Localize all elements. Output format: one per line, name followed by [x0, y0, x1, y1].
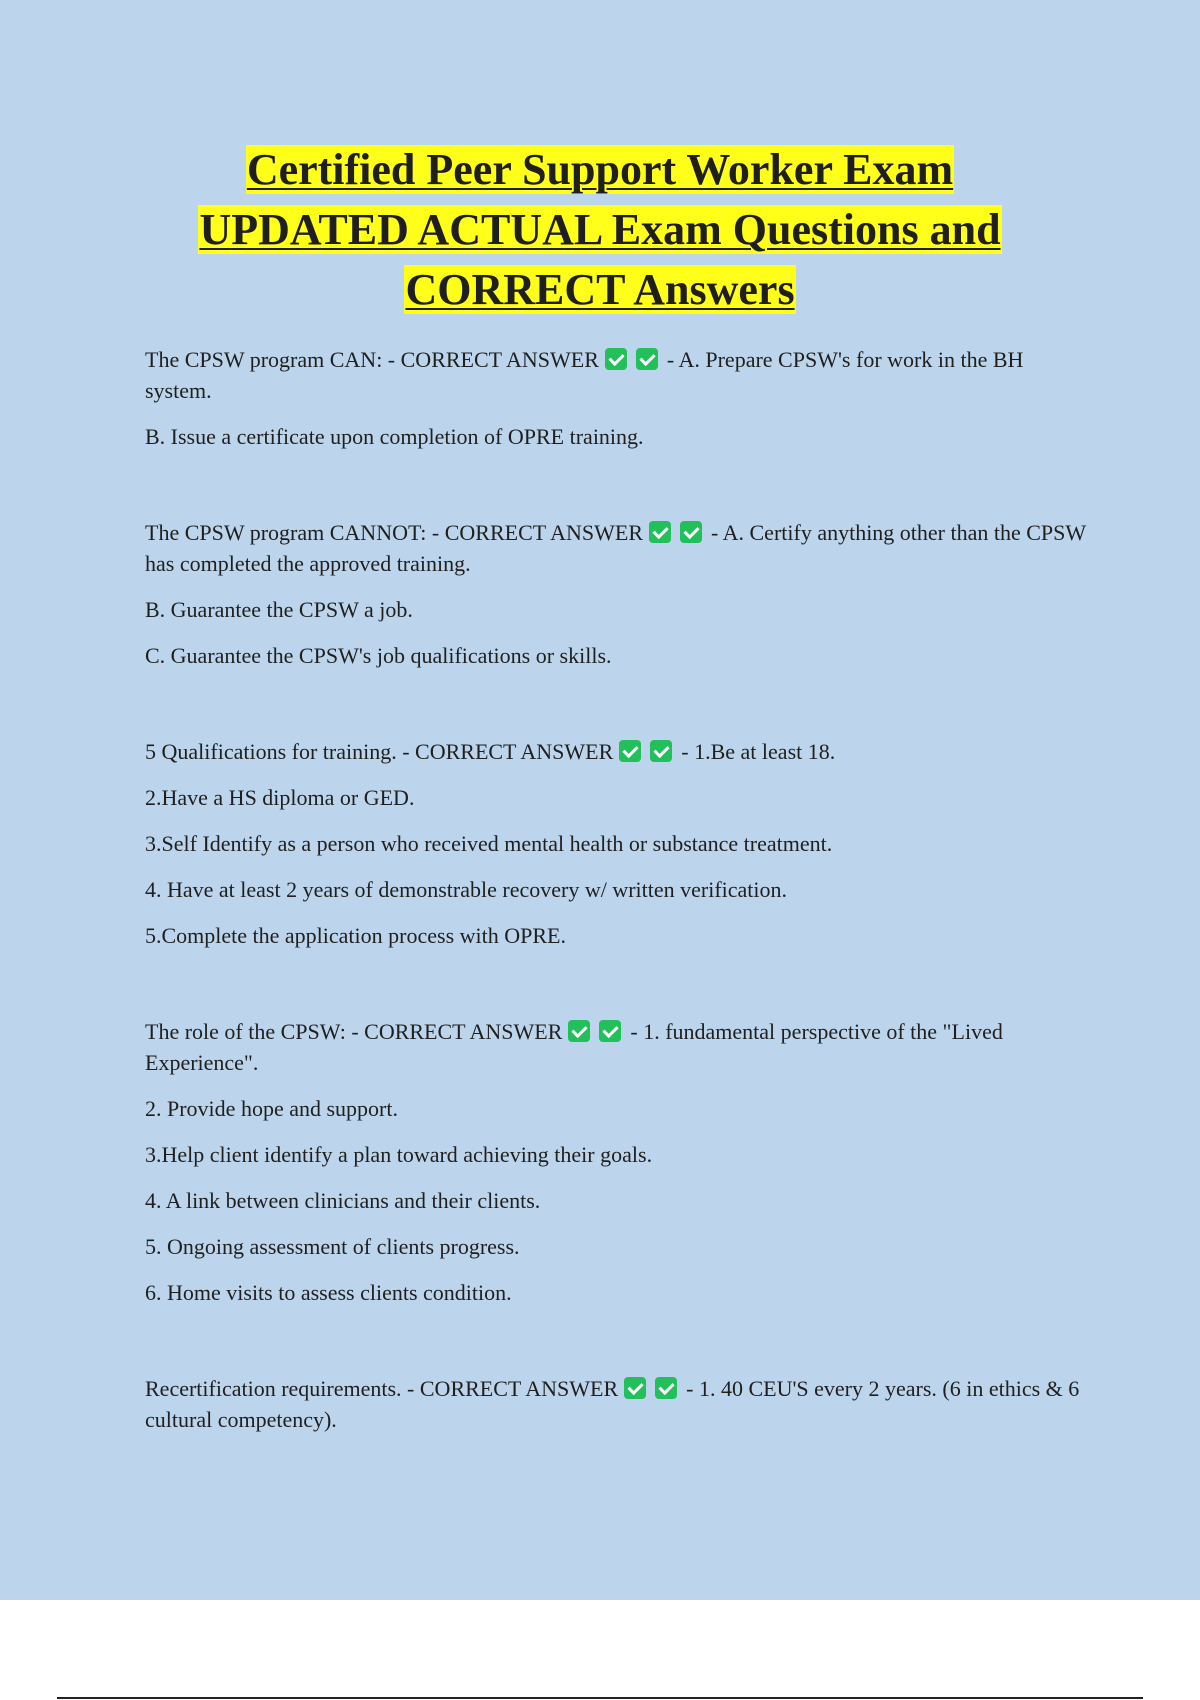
- qa-answer-line: C. Guarantee the CPSW's job qualifications or skills.: [145, 643, 612, 668]
- qa-question: The CPSW program CANNOT: - CORRECT ANSWER: [145, 520, 643, 545]
- qa-answer-line: 3.Self Identify as a person who received mental health or substance treatment.: [145, 831, 833, 856]
- qa-question: 5 Qualifications for training. - CORRECT ANSWER: [145, 739, 614, 764]
- check-box-icon: [619, 740, 641, 762]
- qa-item: [145, 1373, 1090, 1435]
- check-box-icon: [624, 1377, 646, 1399]
- qa-answer-line: 2. Provide hope and support.: [145, 1096, 398, 1121]
- qa-answer-line: 4. A link between clinicians and their clients.: [145, 1188, 541, 1213]
- qa-question-paragraph: [145, 1373, 1090, 1435]
- qa-answer-line: 5. Ongoing assessment of clients progress.: [145, 1234, 520, 1259]
- qa-answer-line: 2.Have a HS diploma or GED.: [145, 785, 415, 810]
- title-line-2: UPDATED ACTUAL Exam Questions and: [199, 205, 1001, 254]
- check-box-icon: [650, 740, 672, 762]
- qa-answer-line: B. Issue a certificate upon completion of OPRE training.: [145, 424, 644, 449]
- title-line-1: Certified Peer Support Worker Exam: [246, 145, 954, 194]
- qa-item: [145, 517, 1090, 671]
- qa-first-answer: - 1.Be at least 18.: [681, 739, 836, 764]
- footer-divider: [57, 1697, 1143, 1699]
- qa-answer-line: 5.Complete the application process with OPRE.: [145, 923, 566, 948]
- check-box-icon: [680, 521, 702, 543]
- qa-answer-line: 6. Home visits to assess clients condition.: [145, 1280, 512, 1305]
- check-box-icon: [568, 1020, 590, 1042]
- qa-question-paragraph: [145, 517, 1090, 579]
- qa-question-paragraph: [145, 736, 1090, 767]
- qa-item: [145, 344, 1090, 452]
- qa-question: The role of the CPSW: - CORRECT ANSWER: [145, 1019, 563, 1044]
- check-box-icon: [599, 1020, 621, 1042]
- qa-question: The CPSW program CAN: - CORRECT ANSWER: [145, 347, 599, 372]
- qa-item: [145, 736, 1090, 951]
- check-box-icon: [655, 1377, 677, 1399]
- check-box-icon: [649, 521, 671, 543]
- qa-first-answer: - 1. 40 CEU'S every 2 years. (6 in ethics & 6 cultural competency).: [145, 1376, 1080, 1432]
- qa-first-answer: - 1. fundamental perspective of the "Lived Experience".: [145, 1019, 1003, 1075]
- qa-question-paragraph: [145, 1016, 1090, 1078]
- qa-answer-line: 4. Have at least 2 years of demonstrable recovery w/ written verification.: [145, 877, 788, 902]
- title-line-3: CORRECT Answers: [405, 265, 795, 314]
- check-box-icon: [605, 348, 627, 370]
- qa-answer-line: 3.Help client identify a plan toward achieving their goals.: [145, 1142, 653, 1167]
- qa-question: Recertification requirements. - CORRECT ANSWER: [145, 1376, 619, 1401]
- check-box-icon: [636, 348, 658, 370]
- qa-first-answer: - A. Certify anything other than the CPSW has completed the approved training.: [145, 520, 1086, 576]
- qa-item: [145, 1016, 1090, 1308]
- qa-question-paragraph: [145, 344, 1090, 406]
- qa-list: [145, 344, 1090, 1500]
- qa-first-answer: - A. Prepare CPSW's for work in the BH system.: [145, 347, 1024, 403]
- document-title: [100, 140, 1100, 320]
- qa-answer-line: B. Guarantee the CPSW a job.: [145, 597, 413, 622]
